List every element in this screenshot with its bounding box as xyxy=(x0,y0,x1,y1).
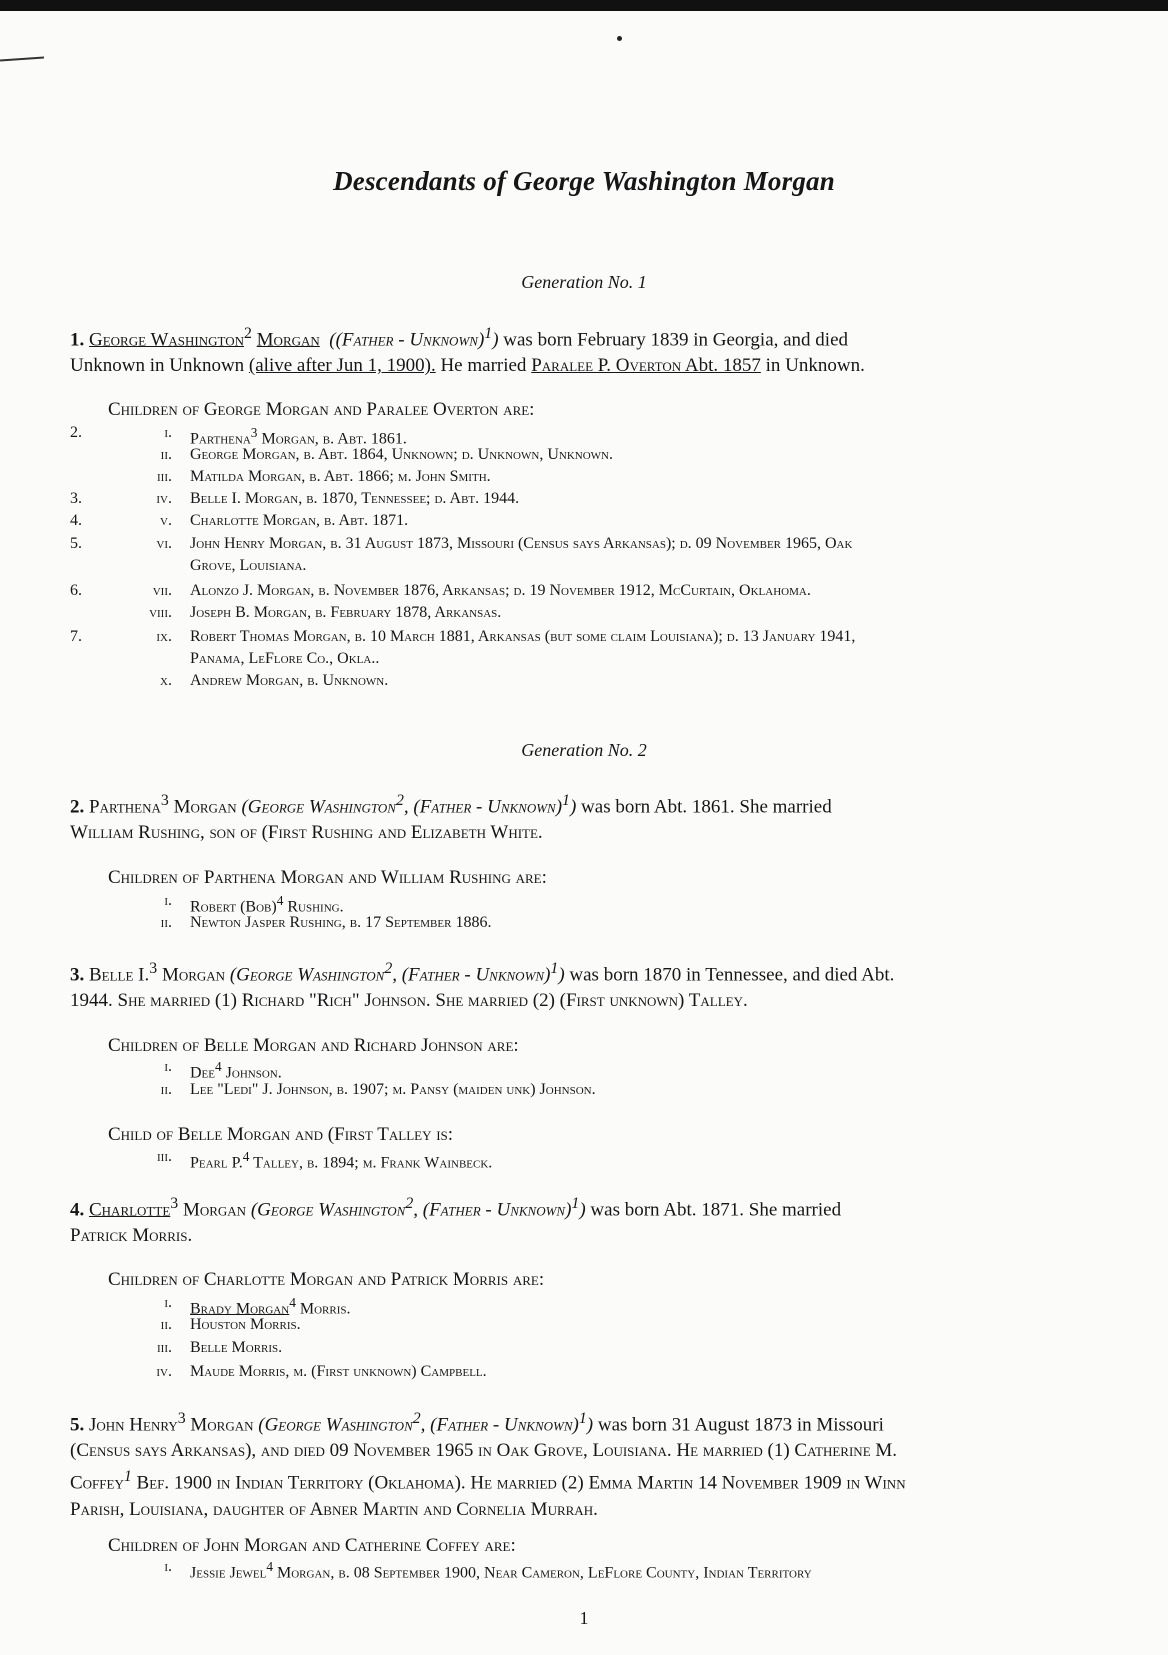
person-entry-1 xyxy=(70,321,1000,379)
child-roman-numeral: iii. xyxy=(157,1339,172,1356)
entry-text: was born Abt. 1861. She married xyxy=(576,796,832,818)
child-text: Dee xyxy=(190,1064,215,1082)
ancestry-close: ) xyxy=(558,964,565,986)
child-roman-numeral: iii. xyxy=(157,468,172,485)
person-surname: Morgan xyxy=(182,1199,247,1221)
ancestry-superscript: 1 xyxy=(550,960,559,977)
generation-heading-2: Generation No. 2 xyxy=(521,740,647,760)
generation-superscript: 3 xyxy=(149,960,158,977)
ancestry-superscript: 2 xyxy=(412,1410,421,1427)
child-roman-numeral: iv. xyxy=(156,490,172,507)
person-name: Belle I. xyxy=(89,964,150,986)
person-name: Charlotte xyxy=(89,1199,171,1221)
person-entry-3-line-2: 1944. She married (1) Richard "Rich" Johnson. She married (2) (First unknown) Talley. xyxy=(70,990,748,1012)
ancestry-superscript: 2 xyxy=(395,792,404,809)
person-entry-2-line-1 xyxy=(70,788,1000,820)
entry-text: He married xyxy=(435,355,532,377)
generation-superscript: 3 xyxy=(170,1195,179,1212)
person-name: Parthena xyxy=(89,796,161,818)
entry-number: 5. xyxy=(70,1414,85,1436)
child-text: Alonzo J. Morgan, b. November 1876, Arkansas; d. 19 November 1912, McCurtain, Oklahoma. xyxy=(190,582,811,599)
generation-superscript: 4 xyxy=(242,1149,250,1164)
person-entry-4-line-2: Patrick Morris. xyxy=(70,1225,193,1247)
child-roman-numeral: vi. xyxy=(156,535,172,552)
entry-text: was born 31 August 1873 in Missouri xyxy=(593,1414,884,1436)
child-ref-number: 6. xyxy=(70,582,82,599)
child-text: Panama, LeFlore Co., Okla.. xyxy=(190,650,380,667)
child-text: Parthena xyxy=(190,430,251,448)
person-entry-2-line-2: William Rushing, son of (First Rushing and Elizabeth White. xyxy=(70,822,543,844)
entry-number: 1. xyxy=(70,329,85,351)
person-surname: Morgan xyxy=(256,329,320,351)
entry-number: 2. xyxy=(70,796,85,818)
child-text: George Morgan, b. Abt. 1864, Unknown; d. Unknown, Unknown. xyxy=(190,446,613,463)
entry-text: Bef. 1900 in Indian Territory (Oklahoma). He married (2) Emma Martin 14 November 1909 in Winn xyxy=(131,1472,906,1494)
scan-stray-dot xyxy=(617,36,622,41)
scan-top-border xyxy=(0,0,1168,11)
child-roman-numeral: iv. xyxy=(156,1363,172,1380)
child-text-rest: Talley, b. 1894; m. Frank Wainbeck. xyxy=(249,1154,493,1172)
child-text-rest: Morgan, b. Abt. 1861. xyxy=(257,430,407,448)
child-text-rest: Morris. xyxy=(295,1300,351,1318)
entry-number: 3. xyxy=(70,964,85,986)
spouse-name: Paralee P. Overton xyxy=(531,355,682,377)
children-intro-2: Children of Parthena Morgan and William Rushing are: xyxy=(108,867,547,888)
ancestry-close: ) xyxy=(579,1199,586,1221)
ancestry-close: ) xyxy=(569,796,577,818)
person-entry-4-line-1 xyxy=(70,1191,1000,1223)
entry-number: 4. xyxy=(70,1199,85,1221)
child-text-rest: Rushing. xyxy=(283,898,344,916)
ancestry-mid: , (Father - Unknown) xyxy=(420,1414,579,1436)
ancestry: (George Washington xyxy=(258,1414,413,1436)
entry-text: was born February 1839 in Georgia, and died xyxy=(498,329,849,351)
child-text: Grove, Louisiana. xyxy=(190,557,307,574)
person-entry-5-line-4: Parish, Louisiana, daughter of Abner Martin and Cornelia Murrah. xyxy=(70,1498,598,1520)
person-surname: Morgan xyxy=(190,1414,254,1436)
scan-stray-mark xyxy=(0,56,44,61)
person-entry-5 xyxy=(70,1406,1000,1523)
child-text: Belle I. Morgan, b. 1870, Tennessee; d. Abt. 1944. xyxy=(190,490,520,507)
child-text: Jessie Jewel xyxy=(190,1564,267,1582)
generation-superscript: 3 xyxy=(160,792,169,809)
child-roman-numeral: i. xyxy=(164,1058,172,1075)
children-intro-5: Children of John Morgan and Catherine Coffey are: xyxy=(108,1535,516,1556)
child-roman-numeral: i. xyxy=(164,424,172,441)
person-name: John Henry xyxy=(89,1414,178,1436)
ancestry-mid: , (Father - Unknown) xyxy=(403,796,563,818)
child-roman-numeral: ii. xyxy=(160,1316,172,1333)
child-roman-numeral: vii. xyxy=(152,582,172,599)
person-entry-1-line-1 xyxy=(70,321,1000,353)
child-text: Robert Thomas Morgan, b. 10 March 1881, Arkansas (but some claim Louisiana); d. 13 January 1941, xyxy=(190,628,856,645)
generation-superscript: 4 xyxy=(215,1059,222,1074)
child-text: Joseph B. Morgan, b. February 1878, Arkansas. xyxy=(190,604,502,621)
child-roman-numeral: v. xyxy=(160,512,172,529)
entry-text: Coffey xyxy=(70,1472,124,1494)
ancestry: (George Washington xyxy=(241,796,396,818)
person-entry-5-line-3 xyxy=(70,1464,1000,1496)
child-text: Newton Jasper Rushing, b. 17 September 1886. xyxy=(190,914,492,931)
ancestry: (George Washington xyxy=(229,964,385,986)
person-name: George Washington xyxy=(89,329,244,351)
page-number: 1 xyxy=(579,1608,589,1628)
child-roman-numeral: ii. xyxy=(160,914,172,931)
generation-heading-1: Generation No. 1 xyxy=(521,272,647,292)
child-roman-numeral: ii. xyxy=(160,1081,172,1098)
person-surname: Morgan xyxy=(161,964,226,986)
child-text-rest: Johnson. xyxy=(221,1064,282,1082)
child-ref-number: 2. xyxy=(70,424,82,441)
generation-superscript: 3 xyxy=(177,1410,186,1427)
entry-text: in Unknown. xyxy=(760,355,865,377)
person-entry-1-line-2 xyxy=(70,353,1000,379)
ancestry: ((Father - Unknown) xyxy=(329,329,485,351)
person-entry-3-line-1 xyxy=(70,956,1000,988)
marriage-date: Abt. 1857 xyxy=(681,355,761,377)
entry-text-underlined: (alive after Jun 1, 1900). xyxy=(248,355,436,377)
person-surname: Morgan xyxy=(173,796,237,818)
child-text: Charlotte Morgan, b. Abt. 1871. xyxy=(190,512,409,529)
children-intro-1: Children of George Morgan and Paralee Overton are: xyxy=(108,399,535,420)
child-ref-number: 3. xyxy=(70,490,82,507)
child-text: Belle Morris. xyxy=(190,1339,283,1356)
children-intro-3a: Children of Belle Morgan and Richard Johnson are: xyxy=(108,1035,519,1056)
ancestry-superscript: 1 xyxy=(578,1410,587,1427)
child-text: Pearl P. xyxy=(190,1154,243,1172)
ancestry-mid: , (Father - Unknown) xyxy=(392,964,551,986)
child-text: Lee "Ledi" J. Johnson, b. 1907; m. Pansy (maiden unk) Johnson. xyxy=(190,1081,596,1098)
child-roman-numeral: ix. xyxy=(156,628,172,645)
child-ref-number: 4. xyxy=(70,512,82,529)
child-roman-numeral: ii. xyxy=(160,446,172,463)
child-text: Robert (Bob) xyxy=(190,898,277,916)
child-text: Maude Morris, m. (First unknown) Campbell. xyxy=(190,1363,487,1380)
document-title: Descendants of George Washington Morgan xyxy=(333,166,835,196)
generation-superscript: 2 xyxy=(243,325,252,342)
child-text: Matilda Morgan, b. Abt. 1866; m. John Smith. xyxy=(190,468,491,485)
children-intro-4: Children of Charlotte Morgan and Patrick Morris are: xyxy=(108,1269,545,1290)
child-roman-numeral: i. xyxy=(164,1558,172,1575)
person-entry-3 xyxy=(70,956,1000,1014)
child-ref-number: 7. xyxy=(70,628,82,645)
superscript: 1 xyxy=(123,1468,132,1486)
child-text-rest: Morgan, b. 08 September 1900, Near Cameron, LeFlore County, Indian Territory xyxy=(273,1564,812,1582)
ancestry-superscript: 1 xyxy=(562,792,570,809)
ancestry-superscript: 2 xyxy=(384,960,393,977)
ancestry-mid: , (Father - Unknown) xyxy=(413,1199,572,1221)
child-roman-numeral: x. xyxy=(160,672,172,689)
child-roman-numeral: i. xyxy=(164,1294,172,1311)
ancestry: (George Washington xyxy=(250,1199,406,1221)
entry-text: was born 1870 in Tennessee, and died Abt. xyxy=(564,964,895,986)
person-entry-5-line-1 xyxy=(70,1406,1000,1438)
person-entry-2 xyxy=(70,788,1000,846)
ancestry-close: ) xyxy=(586,1414,594,1436)
entry-text: Unknown in Unknown xyxy=(70,355,249,377)
ancestry-superscript: 1 xyxy=(484,325,493,342)
child-ref-number: 5. xyxy=(70,535,82,552)
person-entry-4 xyxy=(70,1191,1000,1249)
generation-superscript: 4 xyxy=(266,1559,274,1574)
child-text: Houston Morris. xyxy=(190,1316,301,1333)
ancestry-superscript: 2 xyxy=(405,1195,414,1212)
child-roman-numeral: viii. xyxy=(149,604,172,621)
children-intro-3b: Child of Belle Morgan and (First Talley is: xyxy=(108,1124,454,1145)
child-text: Andrew Morgan, b. Unknown. xyxy=(190,672,389,689)
child-roman-numeral: iii. xyxy=(157,1148,172,1165)
generation-superscript: 4 xyxy=(289,1295,296,1310)
person-entry-5-line-2: (Census says Arkansas), and died 09 November 1965 in Oak Grove, Louisiana. He married (1) Catherine M. xyxy=(70,1440,898,1462)
generation-superscript: 3 xyxy=(250,425,258,440)
generation-superscript: 4 xyxy=(276,893,284,908)
child-text: Brady Morgan xyxy=(190,1300,290,1318)
ancestry-superscript: 1 xyxy=(571,1195,580,1212)
child-roman-numeral: i. xyxy=(164,892,172,909)
ancestry-close: ) xyxy=(492,329,499,351)
entry-text: was born Abt. 1871. She married xyxy=(585,1199,842,1221)
child-text: John Henry Morgan, b. 31 August 1873, Missouri (Census says Arkansas); d. 09 November 1965, Oak xyxy=(190,535,853,552)
